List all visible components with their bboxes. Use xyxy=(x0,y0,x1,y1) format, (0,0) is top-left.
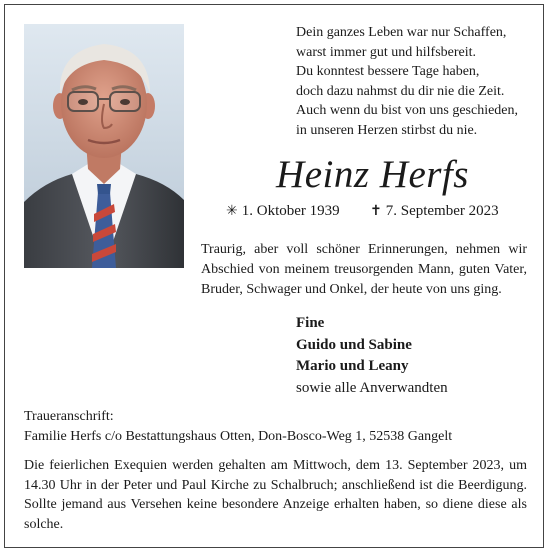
poem-line: Dein ganzes Leben war nur Schaffen, xyxy=(296,25,507,40)
poem-line: Du konntest bessere Tage haben, xyxy=(296,64,480,79)
poem-line: Auch wenn du bist von uns geschieden, xyxy=(296,103,519,118)
service-info: Die feierlichen Exequien werden gehalten am Mittwoch, dem 13. September 2023, um 14.30 Uhr in der Peter und Paul Kirche zu Schalbruch; anschließend ist die Beerdigung. Sollte jemand aus Versehen keine besondere Anzeige erhalten haben, so diene diese als solche. xyxy=(24,458,527,532)
mourning-address xyxy=(24,407,529,446)
portrait-photo xyxy=(24,24,184,268)
death-date-group xyxy=(370,200,499,222)
cross-death-icon: ✝ xyxy=(370,203,382,219)
mourner-name: Guido und Sabine xyxy=(296,336,412,353)
poem-line: doch dazu nahmst du dir nie die Zeit. xyxy=(296,83,505,99)
death-date: 7. September 2023 xyxy=(385,203,499,219)
mourner-name: Mario und Leany xyxy=(296,358,409,374)
poem-line: warst immer gut und hilfsbereit. xyxy=(296,44,477,60)
birth-date: 1. Oktober 1939 xyxy=(241,203,340,219)
farewell-message: Traurig, aber voll schöner Erinnerungen, nehmen wir Abschied von meinem treusorgenden Mann, guten Vater, Bruder, Schwager und Onkel, der heute von uns ging. xyxy=(201,242,527,297)
birth-date-group xyxy=(226,200,340,222)
address-label: Traueranschrift: xyxy=(24,409,114,424)
deceased-name: Heinz Herfs xyxy=(276,153,469,196)
poem xyxy=(296,23,536,140)
mourners-list xyxy=(296,313,526,399)
address-line: Familie Herfs c/o Bestattungshaus Otten, Don-Bosco-Weg 1, 52538 Gangelt xyxy=(24,428,453,444)
poem-line: in unseren Herzen stirbst du nie. xyxy=(296,122,478,138)
asterisk-birth-icon: ✳ xyxy=(226,203,238,219)
mourner-name: Fine xyxy=(296,315,325,331)
mourner-relatives: sowie alle Anverwandten xyxy=(296,379,448,396)
